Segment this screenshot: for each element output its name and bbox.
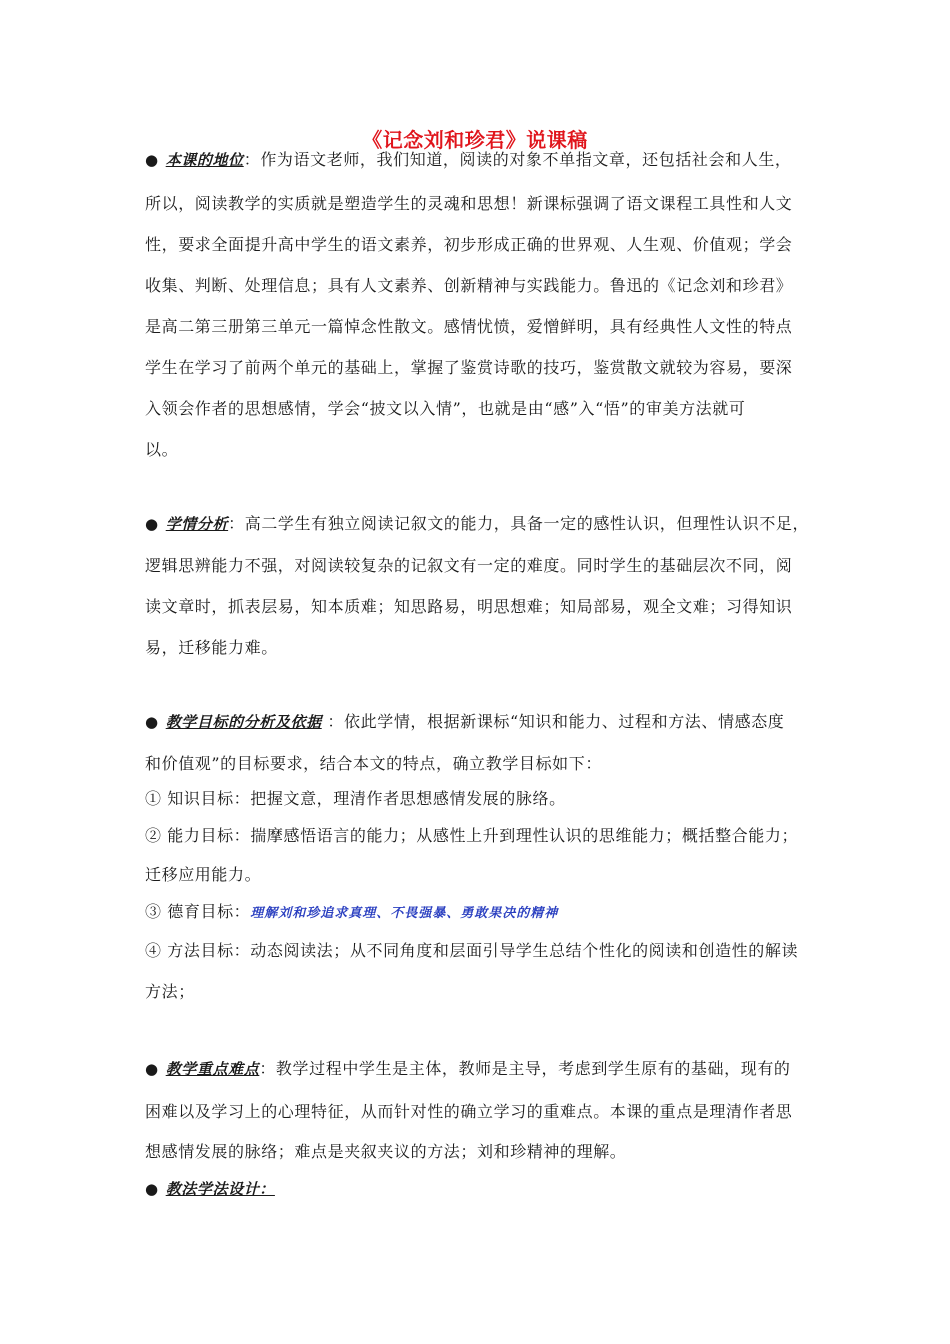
goal-knowledge: ① 知识目标：把握文意，理清作者思想感情发展的脉络。 [145, 789, 566, 808]
bullet-icon: ● [145, 515, 159, 533]
section-methods-line [145, 1178, 825, 1200]
paragraph-line: 学生在学习了前两个单元的基础上，掌握了鉴赏诗歌的技巧，鉴赏散文就较为容易，要深 [145, 358, 793, 377]
section-heading-position: 本课的地位 [165, 151, 244, 169]
paragraph-line: 所以，阅读教学的实质就是塑造学生的灵魂和思想！新课标强调了语文课程工具性和人文 [145, 194, 793, 213]
goal-moral-text: 理解刘和珍追求真理、不畏强暴、勇敢果决的精神 [250, 906, 559, 921]
paragraph-line: 迁移应用能力。 [145, 865, 262, 884]
paragraph-line: 想感情发展的脉络；难点是夹叙夹议的方法；刘和珍精神的理解。 [145, 1142, 627, 1161]
section-position-line-1: ● 本课的地位：作为语文老师，我们知道，阅读的对象不单指文章，还包括社会和人生， [145, 150, 792, 169]
paragraph-line: 困难以及学习上的心理特征，从而针对性的确立学习的重难点。本课的重点是理清作者思 [145, 1102, 793, 1121]
bullet-icon: ● [145, 1180, 159, 1198]
paragraph-line: 以。 [145, 440, 179, 459]
paragraph-line: 方法； [145, 982, 195, 1001]
paragraph-line: 逻辑思辨能力不强，对阅读较复杂的记叙文有一定的难度。同时学生的基础层次不同，阅 [145, 556, 793, 575]
section-heading-keypoints: 教学重点难点 [165, 1060, 260, 1078]
goal-method: ④ 方法目标：动态阅读法；从不同角度和层面引导学生总结个性化的阅读和创造性的解读 [145, 941, 799, 960]
paragraph-line: 和价值观”的目标要求，结合本文的特点，确立教学目标如下： [145, 754, 602, 773]
bullet-icon: ● [145, 1060, 159, 1078]
section-analysis-line-1: ● 学情分析：高二学生有独立阅读记叙文的能力，具备一定的感性认识，但理性认识不足， [145, 514, 810, 533]
paragraph-line: 是高二第三册第三单元一篇悼念性散文。感情忧愤，爱憎鲜明，具有经典性人文性的特点 [145, 317, 793, 336]
paragraph-line: 读文章时，抓表层易，知本质难；知思路易，明思想难；知局部易，观全文难；习得知识 [145, 597, 793, 616]
bullet-icon: ● [145, 713, 159, 731]
section-goals-line-1: ● 教学目标的分析及依据 ：依此学情，根据新课标“知识和能力、过程和方法、情感态度 [145, 712, 785, 731]
paragraph-line: 收集、判断、处理信息；具有人文素养、创新精神与实践能力。鲁迅的《记念刘和珍君》 [145, 276, 793, 295]
section-heading-goals: 教学目标的分析及依据 [165, 713, 322, 731]
paragraph-line: 易，迁移能力难。 [145, 638, 278, 657]
goal-moral: ③ 德育目标：理解刘和珍追求真理、不畏强暴、勇敢果决的精神 [145, 902, 559, 921]
section-heading-methods: 教法学法设计： [165, 1180, 275, 1198]
bullet-icon: ● [145, 151, 159, 169]
goal-ability: ② 能力目标：揣摩感悟语言的能力；从感性上升到理性认识的思维能力；概括整合能力； [145, 826, 799, 845]
document-title: 《记念刘和珍君》说课稿 [362, 128, 588, 152]
paragraph-line: 入领会作者的思想感情，学会“披文以入情”，也就是由“感”入“悟”的审美方法就可 [145, 399, 746, 418]
section-keypoints-line-1: ● 教学重点难点：教学过程中学生是主体，教师是主导，考虑到学生原有的基础，现有的 [145, 1059, 791, 1078]
section-heading-analysis: 学情分析 [165, 515, 229, 533]
paragraph-line: 性，要求全面提升高中学生的语文素养，初步形成正确的世界观、人生观、价值观；学会 [145, 235, 793, 254]
